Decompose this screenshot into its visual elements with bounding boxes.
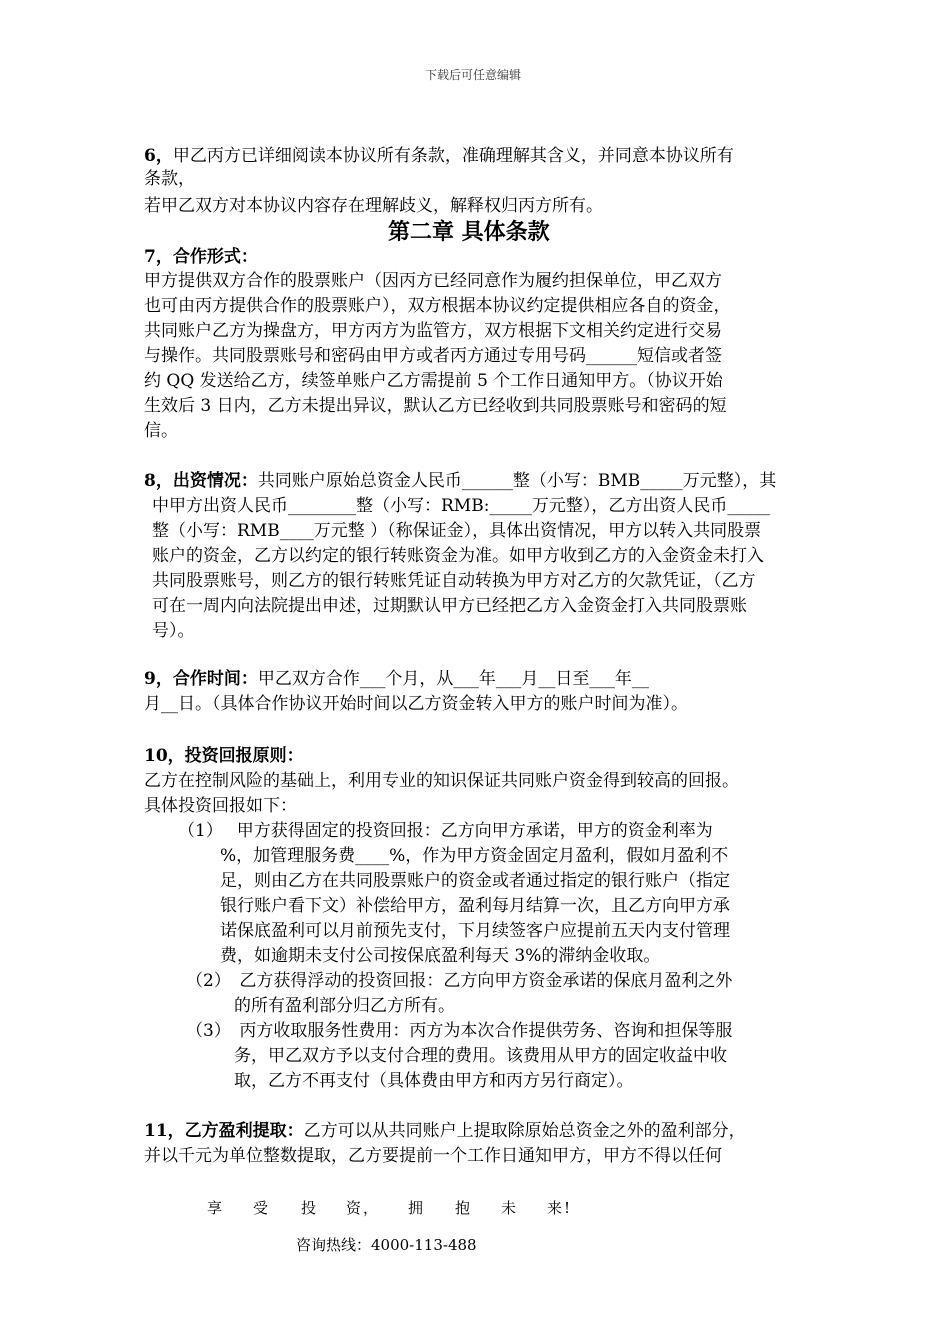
slogan-char: 投 [301, 1199, 319, 1217]
text-line [152, 545, 764, 567]
text-line [234, 1070, 634, 1092]
clause-heading: 9，合作时间： [144, 669, 258, 689]
text-line [144, 693, 688, 715]
text-line [220, 945, 660, 967]
clause-text: 诺保底盈利可以月前预先支付，下月续签客户应提前五天内支付管理 [220, 921, 730, 941]
text-line [152, 520, 761, 542]
clause-text: 取，乙方不再支付（具体费由甲方和丙方另行商定）。 [234, 1071, 634, 1091]
clause-text: 共同账户原始总资金人民币______整（小写：BMB_____万元整），其 [257, 471, 777, 491]
clause-text: 并以千元为单位整数提取，乙方要提前一个工作日通知甲方，甲方不得以任何 [144, 1146, 722, 1166]
text-line [144, 246, 258, 268]
chapter-title: 第二章 具体条款 [388, 220, 550, 245]
clause-text: %，加管理服务费____%，作为甲方资金固定月盈利，假如月盈利不 [220, 846, 729, 866]
text-line [152, 570, 756, 592]
clause-heading: 11，乙方盈利提取： [144, 1121, 304, 1141]
text-line [144, 668, 649, 690]
text-line [178, 820, 713, 842]
slogan-char: 来! [547, 1199, 573, 1217]
clause-heading: 6， [144, 146, 173, 166]
text-line [144, 345, 722, 367]
clause-text: （2） 乙方获得浮动的投资回报：乙方向甲方资金承诺的保底月盈利之外 [186, 971, 733, 991]
text-line [152, 620, 195, 642]
clause-text: 共同股票账号，则乙方的银行转账凭证自动转换为甲方对乙方的欠款凭证，（乙方 [152, 571, 756, 591]
text-line [144, 320, 722, 342]
clause-text: 若甲乙双方对本协议内容存在理解歧义，解释权归丙方所有。 [144, 196, 603, 216]
clause-text: 务，甲乙双方予以支付合理的费用。该费用从甲方的固定收益中收 [234, 1046, 727, 1066]
text-line [152, 495, 770, 517]
clause-text: 足，则由乙方在共同股票账户的资金或者通过指定的银行账户（指定 [220, 871, 730, 891]
clause-text: 甲乙双方合作___个月，从___年___月__日至___年__ [257, 669, 649, 689]
text-line [186, 970, 732, 992]
text-line [144, 795, 297, 817]
clause-heading: 8，出资情况： [144, 471, 258, 491]
text-line [234, 1045, 727, 1067]
clause-heading: 10，投资回报原则： [144, 746, 304, 766]
text-line [144, 770, 739, 792]
page-header: 下载后可任意编辑 [425, 68, 522, 82]
slogan-char: 资， [346, 1199, 381, 1217]
text-line [144, 168, 195, 190]
clause-text: 信。 [144, 421, 178, 441]
text-line [234, 995, 455, 1017]
clause-text: 具体投资回报如下： [144, 796, 297, 816]
text-line [144, 420, 178, 442]
clause-text: 中甲方出资人民币________整（小写：RMB:_____万元整），乙方出资人民币_____ [152, 496, 770, 516]
clause-text: （1） 甲方获得固定的投资回报：乙方向甲方承诺，甲方的资金利率为 [178, 821, 713, 841]
clause-text: 的所有盈利部分归乙方所有。 [234, 996, 455, 1016]
clause-text: 月__日。（具体合作协议开始时间以乙方资金转入甲方的账户时间为准）。 [144, 694, 688, 714]
text-line [186, 1020, 732, 1042]
slogan-char: 抱 [455, 1199, 473, 1217]
text-line [220, 870, 730, 892]
clause-text: 共同账户乙方为操盘方，甲方丙方为监管方，双方根据下文相关约定进行交易 [144, 321, 722, 341]
text-line [144, 470, 776, 492]
clause-text: 银行账户看下文）补偿给甲方，盈利每月结算一次，且乙方向甲方承 [220, 896, 730, 916]
clause-text: 整（小写：RMB____万元整 ）（称保证金），具体出资情况，甲方以转入共同股票 [152, 521, 762, 541]
clause-text: 甲方提供双方合作的股票账户（因丙方已经同意作为履约担保单位，甲乙双方 [144, 271, 722, 291]
text-line [220, 920, 730, 942]
clause-text: 费，如逾期未支付公司按保底盈利每天 3%的滞纳金收取。 [220, 946, 661, 966]
text-line [144, 270, 722, 292]
clause-text: 条款， [144, 169, 195, 189]
text-line [144, 370, 723, 392]
clause-text: 甲乙丙方已详细阅读本协议所有条款，准确理解其含义，并同意本协议所有 [172, 146, 734, 166]
clause-text: 账户的资金，乙方以约定的银行转账资金为准。如甲方收到乙方的入金资金未打入 [152, 546, 764, 566]
slogan-char: 享 [207, 1199, 225, 1217]
clause-text: 乙方在控制风险的基础上，利用专业的知识保证共同账户资金得到较高的回报。 [144, 771, 739, 791]
text-line [144, 395, 727, 417]
slogan-char: 未 [501, 1199, 519, 1217]
clause-text: 也可由丙方提供合作的股票账户），双方根据本协议约定提供相应各自的资金， [144, 296, 731, 316]
text-line [144, 1145, 722, 1167]
clause-heading: 7，合作形式： [144, 247, 258, 267]
text-line [144, 295, 731, 317]
clause-text: 生效后 3 日内，乙方未提出异议，默认乙方已经收到共同股票账号和密码的短 [144, 396, 727, 416]
text-line [220, 845, 728, 867]
clause-text: 可在一周内向法院提出申述，过期默认甲方已经把乙方入金资金打入共同股票账 [152, 596, 747, 616]
clause-text: 号）。 [152, 621, 195, 641]
text-line [144, 195, 603, 217]
slogan-char: 受 [253, 1199, 271, 1217]
clause-text: 约 QQ 发送给乙方，续签单账户乙方需提前 5 个工作日通知甲方。（协议开始 [144, 371, 723, 391]
slogan-char: 拥 [408, 1199, 426, 1217]
clause-text: 与操作。共同股票账号和密码由甲方或者丙方通过专用号码______短信或者签 [144, 346, 722, 366]
text-line [144, 1120, 746, 1142]
text-line [144, 745, 304, 767]
text-line [220, 895, 730, 917]
text-line [144, 145, 734, 167]
clause-text: 乙方可以从共同账户上提取除原始总资金之外的盈利部分， [303, 1121, 746, 1141]
hotline: 咨询热线：4000-113-488 [296, 1236, 477, 1254]
clause-text: （3） 丙方收取服务性费用：丙方为本次合作提供劳务、咨询和担保等服 [186, 1021, 733, 1041]
text-line [152, 595, 747, 617]
